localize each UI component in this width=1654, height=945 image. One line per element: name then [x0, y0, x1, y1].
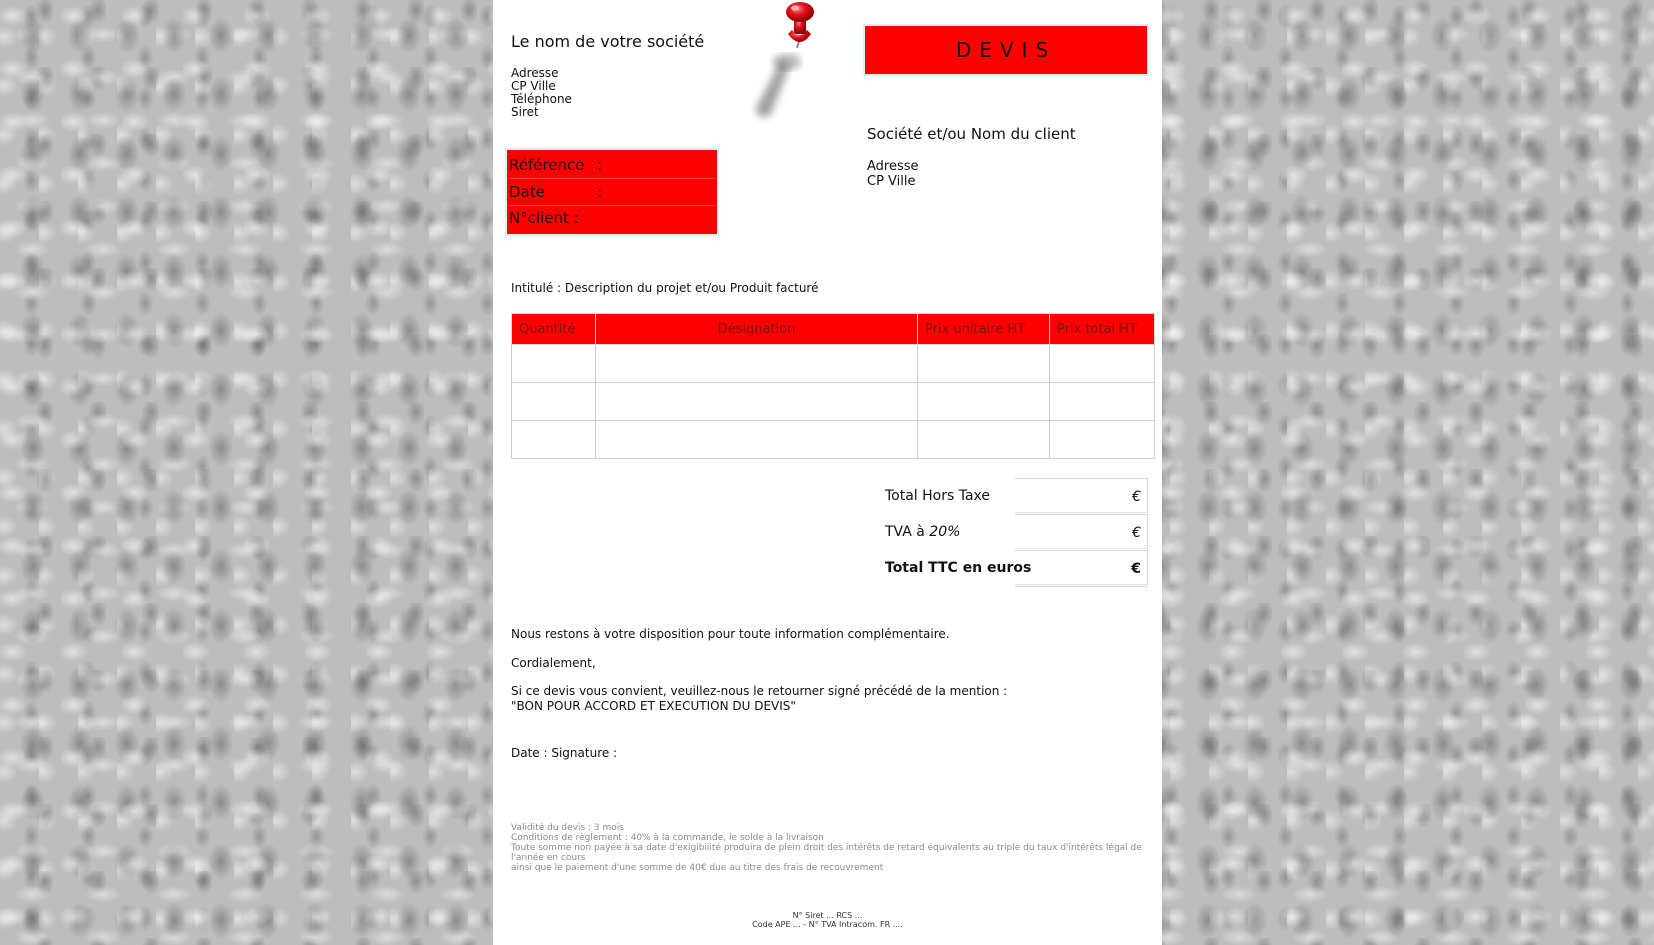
sender-siret: Siret [511, 105, 539, 119]
tva-value [1015, 514, 1148, 549]
table-cell [596, 421, 918, 459]
penalty-text-2: ainsi que le paiement d'une somme de 40€ due au titre des frais de recouvrement [511, 863, 884, 873]
currency-symbol: € [1132, 489, 1141, 505]
tva-label [885, 524, 960, 540]
table-cell [918, 345, 1050, 383]
signature-line: Date : Signature : [511, 746, 618, 760]
reference-box [507, 150, 717, 234]
currency-symbol: € [1132, 525, 1141, 541]
date-label: Date [509, 183, 545, 201]
client-name: Société et/ou Nom du client [867, 125, 1076, 143]
table-cell [596, 345, 918, 383]
fine-print [511, 823, 1151, 873]
client-city: CP Ville [867, 174, 916, 189]
total-ttc-value [1015, 550, 1148, 585]
sender-phone: Téléphone [511, 92, 572, 106]
table-cell [918, 383, 1050, 421]
table-cell [512, 345, 596, 383]
header-quantite: Quantité [512, 314, 596, 345]
validity-text: Validité du devis : 3 mois [511, 823, 624, 833]
project-title: Intitulé : Description du projet et/ou Produit facturé [511, 281, 819, 295]
table-cell [1050, 383, 1155, 421]
table-cell [918, 421, 1050, 459]
header-prix-unitaire: Prix unitaire HT [918, 314, 1050, 345]
mention-line-2: "BON POUR ACCORD ET EXECUTION DU DEVIS" [511, 699, 796, 713]
currency-symbol: € [1131, 561, 1141, 577]
table-cell [1050, 345, 1155, 383]
client-number-label: N°client : [509, 209, 579, 227]
tva-rate: 20% [929, 524, 961, 540]
tva-row [873, 514, 1156, 550]
total-ttc-label: Total TTC en euros [885, 560, 1032, 576]
tva-label-prefix: TVA à [885, 524, 930, 540]
footer-tva: Code APE ... - N° TVA Intracom. FR .... [752, 920, 903, 929]
table-row [512, 421, 1155, 459]
header-prix-total: Prix total HT [1050, 314, 1155, 345]
total-ht-row [873, 478, 1156, 514]
table-row [512, 345, 1155, 383]
table-cell [1050, 421, 1155, 459]
penalty-text-1: Toute somme non payée à sa date d'exigibilité produira de plein droit des intérêts de retard équivalents au triple du taux d'intérêts légal de l'année en cours [511, 843, 1142, 863]
greeting: Cordialement, [511, 656, 596, 670]
table-row [512, 383, 1155, 421]
sender-details [511, 67, 572, 119]
totals-block [873, 478, 1156, 586]
client-address: Adresse [867, 159, 919, 174]
sender-address: Adresse [511, 66, 559, 80]
reference-colon: : [597, 156, 603, 174]
table-cell [596, 383, 918, 421]
pushpin-icon [741, 0, 831, 125]
total-ttc-row [873, 550, 1156, 586]
table-header-row [512, 314, 1155, 345]
client-number-row [509, 206, 715, 231]
client-details [867, 159, 919, 189]
reference-row [509, 153, 715, 179]
acceptance-mention [511, 684, 1007, 714]
sender-city: CP Ville [511, 79, 556, 93]
header-designation: Désignation [596, 314, 918, 345]
date-row [509, 180, 715, 206]
total-ht-label: Total Hors Taxe [885, 488, 991, 504]
items-table [511, 313, 1155, 459]
date-colon: : [597, 183, 603, 201]
mention-line-1: Si ce devis vous convient, veuillez-nous le retourner signé précédé de la mention : [511, 684, 1008, 698]
reference-label: Référence [509, 156, 585, 174]
total-ht-value [1015, 478, 1148, 513]
table-cell [512, 383, 596, 421]
disposition-message: Nous restons à votre disposition pour toute information complémentaire. [511, 627, 950, 641]
legal-footer [493, 911, 1162, 929]
quote-document [493, 0, 1162, 945]
totals-bottom-divider [1015, 586, 1148, 587]
payment-terms: Conditions de règlement : 40% à la commande, le solde à la livraison [511, 833, 824, 843]
table-cell [512, 421, 596, 459]
document-title: DEVIS [865, 26, 1147, 74]
sender-company-name: Le nom de votre société [511, 32, 705, 51]
footer-siret: N° Siret ... RCS ... [792, 911, 863, 920]
